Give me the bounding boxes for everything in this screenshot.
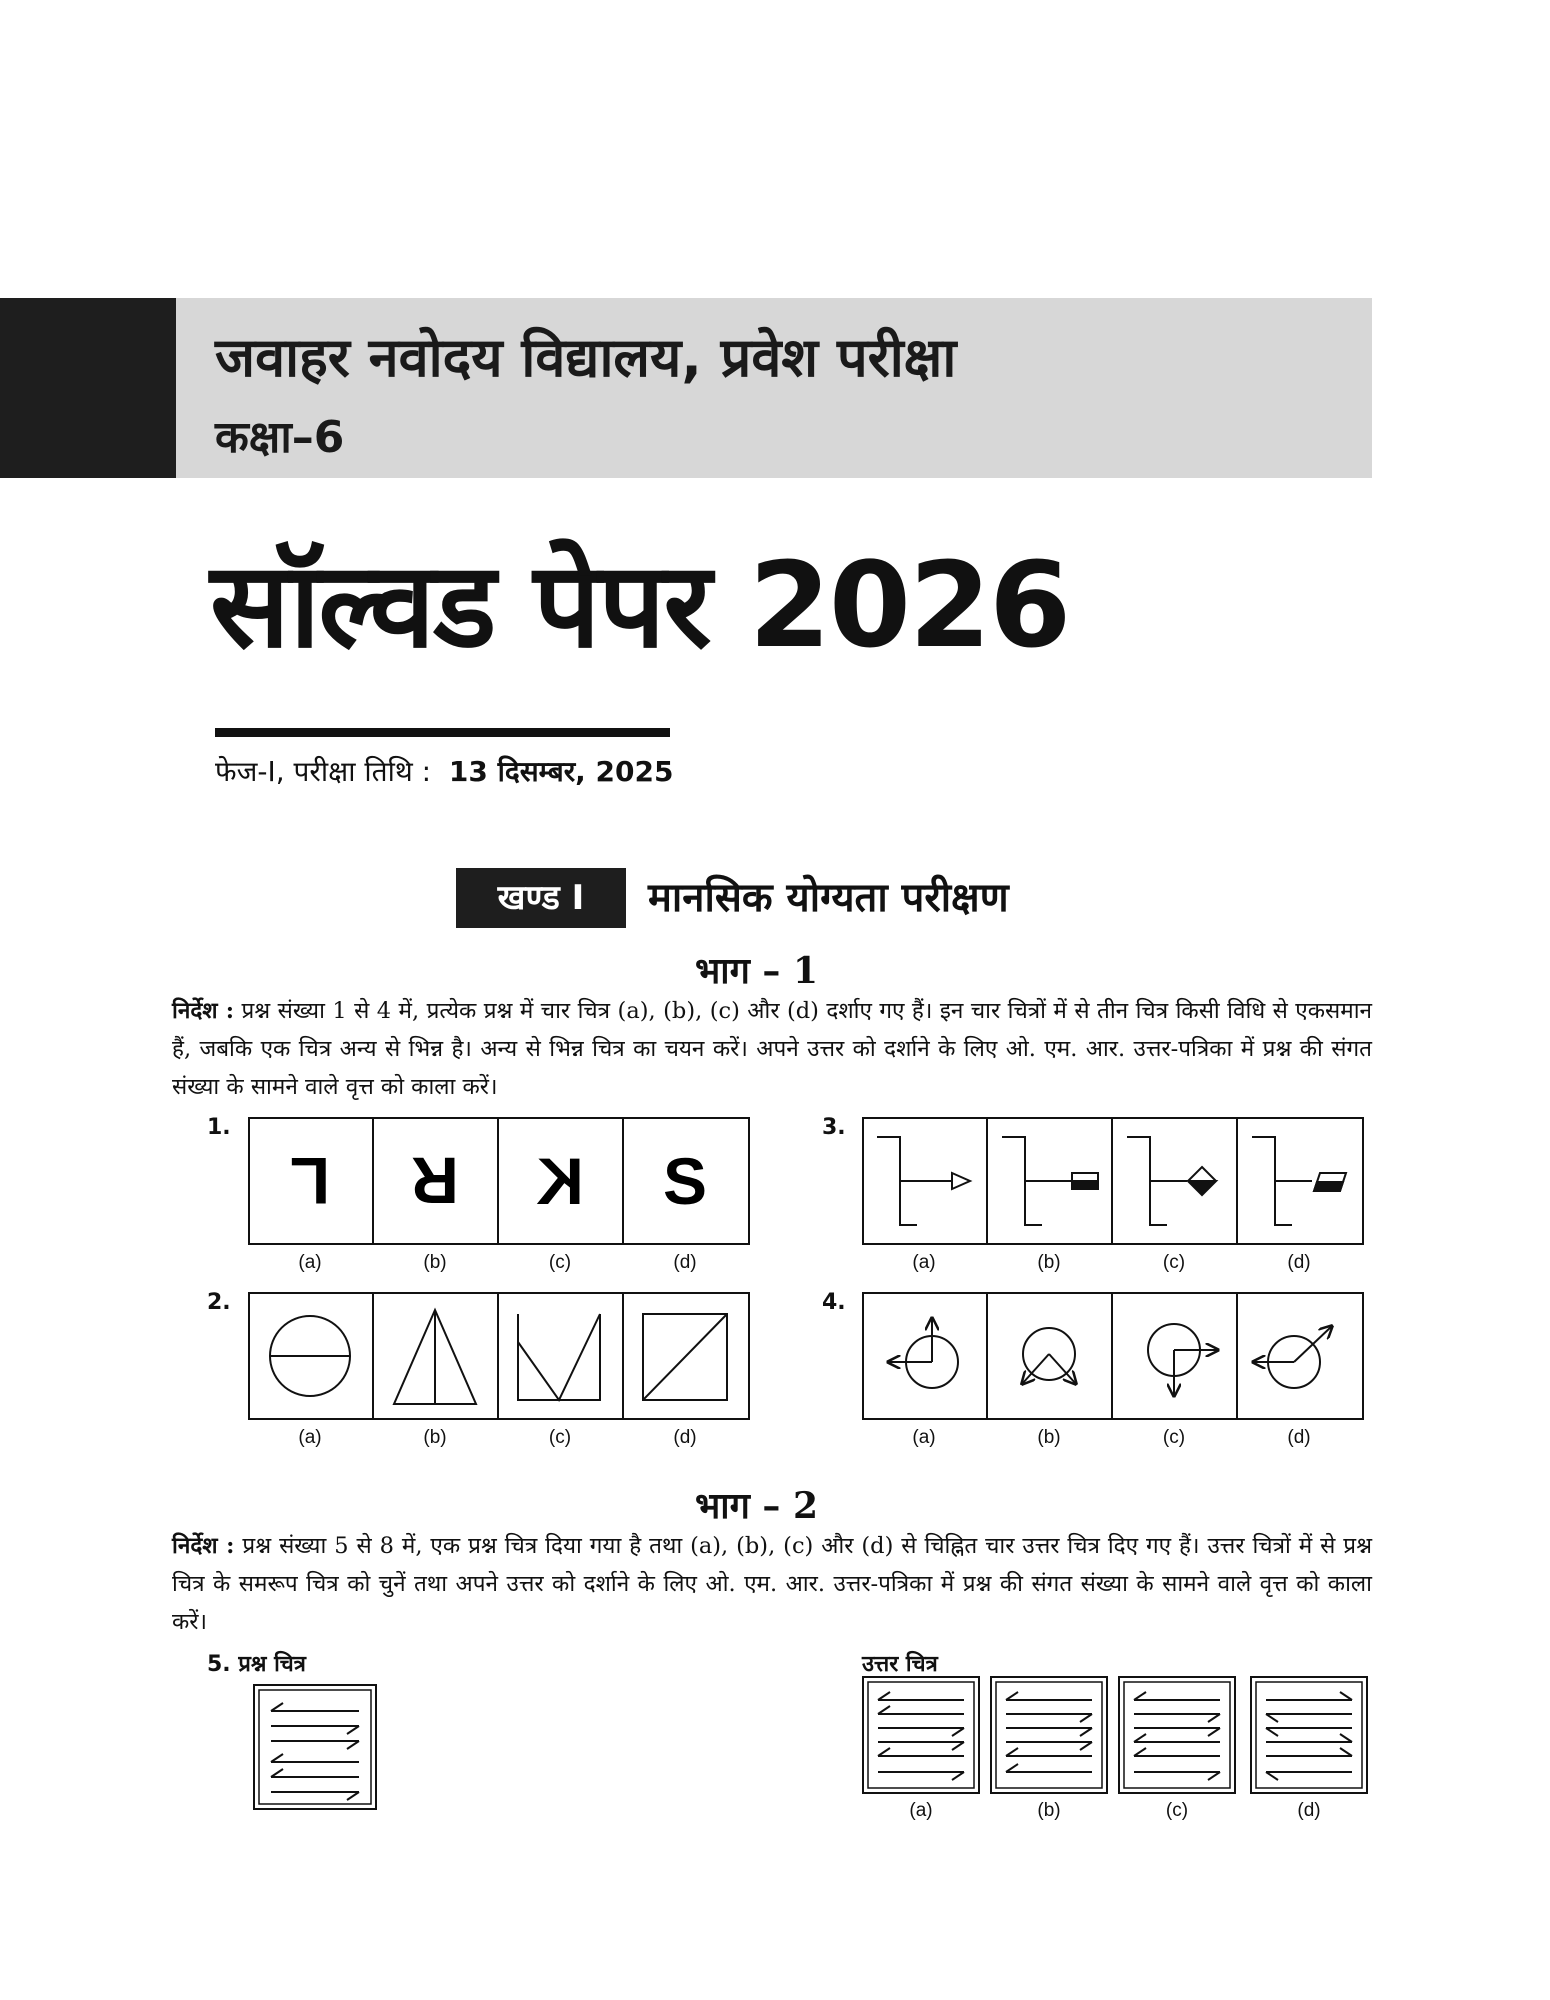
part1-directions (172, 992, 1372, 1106)
q2-label-a: (a) (298, 1427, 322, 1448)
exam-date: 13 दिसम्बर, 2025 (448, 755, 674, 788)
q3-number: 3. (822, 1115, 846, 1140)
page-title: सॉल्वड पेपर 2026 (210, 536, 1070, 674)
q4-label-a: (a) (912, 1427, 936, 1448)
q5-number: 5. (207, 1652, 231, 1677)
q5-label-c: (c) (1165, 1800, 1189, 1821)
part2-directions-text: प्रश्न संख्या 5 से 8 में, एक प्रश्न चित्र दिया गया है तथा (a), (b), (c) और (d) से चिह्नित चार उत्तर चित्र दिए गए हैं। उत्तर चित्रों में से प्रश्न चित्र के समरूप चित्र को चुनें तथा अपने उत्तर को दर्शाने के लिए ओ. एम. आर. उत्तर-पत्रिका में प्रश्न की संगत संख्या के सामने वाले वृत्त को काला करें। (172, 1533, 1372, 1635)
q1-figures (248, 1117, 750, 1245)
q4-figures (862, 1292, 1364, 1420)
q5-question-figure-label: प्रश्न चित्र (238, 1652, 306, 1677)
q2-figures (248, 1292, 750, 1420)
q4-number: 4. (822, 1290, 846, 1315)
part2-directions (172, 1527, 1372, 1641)
section-tag: खण्ड I (456, 868, 626, 928)
q5-answer-figures (862, 1676, 1370, 1796)
q1-letter-a: L (289, 1144, 331, 1218)
part2-heading: भाग – 2 (695, 1485, 819, 1527)
q3-label-c: (c) (1162, 1252, 1186, 1273)
q5-question-label (207, 1648, 306, 1678)
title-rule (215, 728, 670, 737)
phase-label: फेज-I, परीक्षा तिथि : (215, 755, 432, 788)
q3-label-a: (a) (912, 1252, 936, 1273)
q5-label-b: (b) (1037, 1800, 1061, 1821)
part1-heading: भाग – 1 (695, 950, 819, 992)
q1-label-b: (b) (423, 1252, 447, 1273)
q1-letter-d: S (662, 1144, 708, 1218)
q2-label-c: (c) (548, 1427, 572, 1448)
q4-label-c: (c) (1162, 1427, 1186, 1448)
class-label: कक्षा–6 (215, 412, 345, 463)
q1-label-c: (c) (548, 1252, 572, 1273)
q5-label-a: (a) (909, 1800, 933, 1821)
header-black-block (0, 298, 176, 478)
q2-number: 2. (207, 1290, 231, 1315)
q5-answer-figure-label: उत्तर चित्र (862, 1652, 938, 1677)
q1-letter-b: R (411, 1144, 459, 1218)
section-title: मानसिक योग्यता परीक्षण (648, 875, 1009, 921)
q3-figures (862, 1117, 1364, 1245)
q5-label-d: (d) (1297, 1800, 1321, 1821)
q5-question-figure (253, 1684, 377, 1810)
q4-label-b: (b) (1037, 1427, 1061, 1448)
exam-date-line (215, 752, 674, 790)
q1-label-d: (d) (673, 1252, 697, 1273)
q1-number: 1. (207, 1115, 231, 1140)
q1-letter-c: K (536, 1144, 584, 1218)
exam-name: जवाहर नवोदय विद्यालय, प्रवेश परीक्षा (215, 326, 957, 389)
q4-label-d: (d) (1287, 1427, 1311, 1448)
part1-directions-label: निर्देश : (172, 998, 235, 1024)
q3-label-d: (d) (1287, 1252, 1311, 1273)
q2-label-b: (b) (423, 1427, 447, 1448)
q1-label-a: (a) (298, 1252, 322, 1273)
part1-directions-text: प्रश्न संख्या 1 से 4 में, प्रत्येक प्रश्न में चार चित्र (a), (b), (c) और (d) दर्शाए गए हैं। इन चार चित्रों में से तीन चित्र किसी विधि से एकसमान हैं, जबकि एक चित्र अन्य से भिन्न है। अन्य से भिन्न चित्र का चयन करें। अपने उत्तर को दर्शाने के लिए ओ. एम. आर. उत्तर-पत्रिका में प्रश्न की संगत संख्या के सामने वाले वृत्त को काला करें। (172, 998, 1373, 1100)
q2-label-d: (d) (673, 1427, 697, 1448)
q3-label-b: (b) (1037, 1252, 1061, 1273)
part2-directions-label: निर्देश : (172, 1533, 235, 1559)
